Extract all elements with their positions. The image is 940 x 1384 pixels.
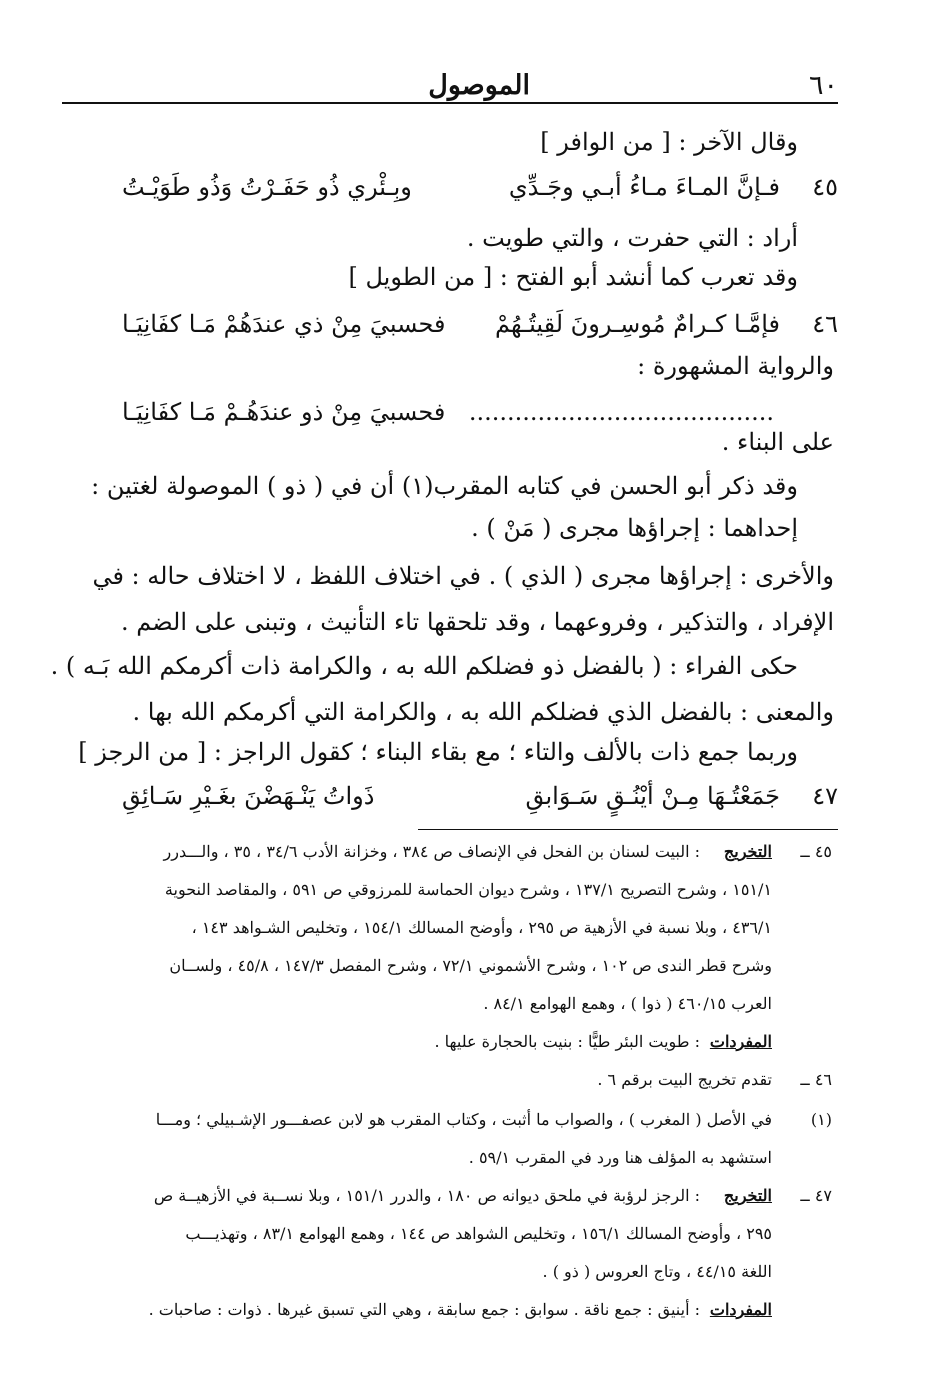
intro-line-1: وقال الآخر : [ من الوافر ] [540,128,798,156]
footnote-45-label: ٤٥ ــ [800,842,832,861]
note-1-line-1: في الأصل ( المغرب ) ، والصواب ما أثبت ، وكتاب المقرب هو لابن عصفـــور الإشـبيلي ؛ ومـــا [155,1110,772,1129]
paragraph-1: وقد ذكر أبو الحسن في كتابه المقرب(١) أن في ( ذو ) الموصولة لغتين : [91,472,798,500]
verse-number-45: ٤٥ [812,173,838,201]
footnote-46: تقدم تخريج البيت برقم ٦ . [597,1070,772,1089]
verse-46-first-hemistich: فإمَّـا كـرامٌ مُوسِـرونَ لَقِيتُـهُمْ [495,310,780,338]
footnote-45-takhrij-key: التخريج [723,842,772,861]
verse-47-second-hemistich: ذَواتُ يَنْـهَضْنَ بغَـيْرِ سَـائِقِ [122,782,375,810]
footnote-47-mufradat: : أينيق : جمع ناقة . سوابق : جمع سابقة ، وهي التي تسبق غيرها . ذوات : صاحبات . [148,1300,700,1319]
footnote-47-line-2: ٢٩٥ ، وأوضح المسالك ١٥٦/١ ، وتخليص الشواهد ص ١٤٤ ، وهمع الهوامع ٨٣/١ ، وتهذيـــب [185,1224,772,1243]
bina-line: على البناء . [721,428,834,456]
footnote-45-line-5: العرب ٤٦٠/١٥ ( ذوا ) ، وهمع الهوامع ٨٤/١ . [483,994,772,1013]
footnote-45-line-4: وشرح قطر الندى ص ١٠٢ ، وشرح الأشموني ٧٢/١ ، وشرح المفصل ١٤٧/٣ ، ٤٥/٨ ، ولســان [169,956,772,975]
footnote-45-line-2: ١٥١/١ ، وشرح التصريح ١٣٧/١ ، وشرح ديوان الحماسة للمرزوقي ص ٥٩١ ، والمقاصد النحوية [164,880,772,899]
intro-line-2: وقد تعرب كما أنشد أبو الفتح : [ من الطويل ] [348,263,798,291]
verse-45-first-hemistich: فـإنَّ المـاءَ مـاءُ أبـي وجَـدِّي [508,173,780,201]
verse-46b-second-hemistich: فحسبيَ مِنْ ذو عندَهُـمْ مَـا كفَانِيَـا [122,398,446,426]
note-1-label: (١) [810,1110,832,1129]
verse-number-46: ٤٦ [812,310,838,338]
paragraph-7: وربما جمع ذات بالألف والتاء ؛ مع بقاء البناء ؛ كقول الراجز : [ من الرجز ] [78,738,798,766]
footnote-47-line-3: اللغة ٤٤/١٥ ، وتاج العروس ( ذو ) . [542,1262,772,1281]
footnote-47-mufradat-key: المفردات [709,1300,772,1319]
note-1-line-2: استشهد به المؤلف هنا ورد في المقرب ٥٩/١ . [468,1148,772,1167]
footnote-45-mufradat: : طويت البئر طيًّا : بنيت بالحجارة عليها . [434,1032,700,1051]
arad-line: أراد : التي حفرت ، والتي طويت . [466,224,798,252]
paragraph-6: والمعنى : بالفضل الذي فضلكم الله به ، والكرامة التي أكرمكم الله بها . [132,698,834,726]
verse-47-first-hemistich: جَمَعْتُـهَا مِـنْ أيْنُـقٍ سَـوَابقِ [525,782,780,810]
header-rule [62,102,838,104]
footnote-separator [418,829,838,830]
footnote-47-label: ٤٧ ــ [800,1186,832,1205]
paragraph-2: إحداهما : إجراؤها مجرى ( مَنْ ) . [471,514,798,542]
paragraph-5: حكى الفراء : ( بالفضل ذو فضلكم الله به ، والكرامة ذات أكرمكم الله بَـه ) . [50,652,798,680]
verse-46-second-hemistich: فحسبيَ مِنْ ذي عندَهُمْ مَـا كفَانِيَـا [122,310,446,338]
verse-45-second-hemistich: وبِـئْري ذُو حَفَـرْتُ وَذُو طَوَيْـتُ [122,173,412,201]
footnote-45-mufradat-key: المفردات [709,1032,772,1051]
page-number: ٦٠ [808,70,838,101]
footnote-46-label: ٤٦ ــ [800,1070,832,1089]
verse-number-47: ٤٧ [812,782,838,810]
footnote-45-line-3: ٤٣٦/١ ، وبلا نسبة في الأزهية ص ٢٩٥ ، وأوضح المسالك ١٥٤/١ ، وتخليص الشـواهد ١٤٣ ، [191,918,772,937]
footnote-47-takhrij-key: التخريج [723,1186,772,1205]
running-title: الموصول [428,70,530,101]
footnote-45-line-1: : البيت لسنان بن الفحل في الإنصاف ص ٣٨٤ ، وخزانة الأدب ٣٤/٦ ، ٣٥ ، والـــدرر [163,842,700,861]
paragraph-3: والأخرى : إجراؤها مجرى ( الذي ) . في اختلاف اللفظ ، لا اختلاف حاله : في [92,562,834,590]
footnote-47-line-1: : الرجز لرؤبة في ملحق ديوانه ص ١٨٠ ، والدرر ١٥١/١ ، وبلا نســبة في الأزهيــة ص [153,1186,700,1205]
paragraph-4: الإفراد ، والتذكير ، وفروعهما ، وقد تلحقها تاء التأنيث ، وتبنى على الضم . [120,608,834,636]
riwaya-line: والرواية المشهورة : [637,352,834,380]
verse-46b-dots: ........................................ [468,398,774,426]
